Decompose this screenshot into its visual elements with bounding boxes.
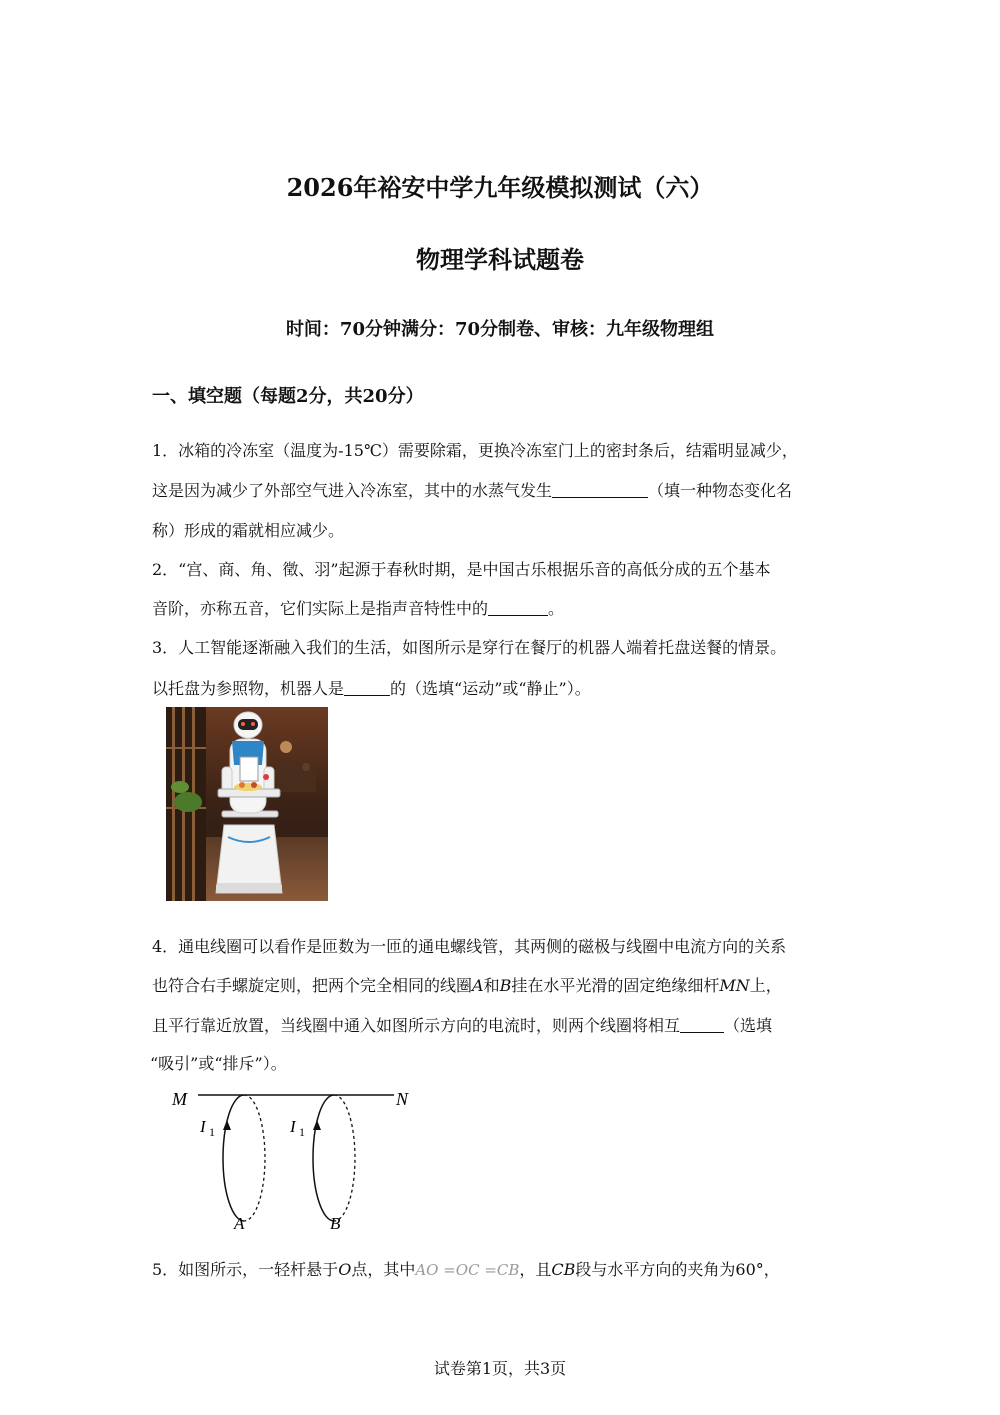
q4-line2-text-d: 上， [749, 976, 782, 995]
q2-line1: 2．“宫、商、角、徵、羽”起源于春秋时期，是中国古乐根据乐音的高低分成的五个基本 [152, 560, 771, 579]
current-arrow-a [223, 1120, 231, 1130]
section-heading: 一、填空题（每题2分，共20分） [152, 386, 424, 407]
label-m: M [172, 1089, 187, 1109]
q2-line2-text-a: 音阶，亦称五音，它们实际上是指声音特性中的 [152, 599, 489, 618]
robot-waiter-photo [166, 707, 328, 901]
current-subscript-b: 1 [299, 1125, 305, 1139]
exam-meta: 时间：70分钟满分：70分制卷、审核：九年级物理组 [285, 319, 715, 340]
q4-line1: 4．通电线圈可以看作是匝数为一匝的通电螺线管，其两侧的磁极与线圈中电流方向的关系 [152, 937, 787, 956]
page-footer: 试卷第1页，共3页 [433, 1359, 567, 1378]
q4-line2-text-c: 挂在水平光滑的固定绝缘细杆 [511, 976, 720, 995]
q4-line2 [152, 973, 782, 996]
q4-line2-text-b: 和 [483, 976, 500, 995]
current-subscript-a: 1 [209, 1125, 215, 1139]
q3-line2-text-b: 的（选填“运动”或“静止”）。 [390, 679, 591, 698]
coil-b-label: B [499, 976, 512, 995]
q3-answer-blank[interactable] [344, 679, 390, 696]
segment-cb-label: CB [551, 1260, 576, 1279]
coil-diagram [166, 1082, 426, 1242]
coil-a-back [244, 1095, 265, 1221]
q4-answer-blank[interactable] [680, 1016, 724, 1033]
q3-line1: 3．人工智能逐渐融入我们的生活，如图所示是穿行在餐厅的机器人端着托盘送餐的情景。 [152, 638, 787, 657]
q5-line1 [152, 1257, 780, 1280]
q2-line2-text-b: 。 [548, 599, 565, 618]
q4-line3-text-a: 且平行靠近放置，当线圈中通入如图所示方向的电流时，则两个线圈将相互 [152, 1016, 681, 1035]
q2-line2 [152, 596, 564, 619]
q3-line2 [152, 676, 591, 699]
coil-a-label: A [472, 976, 484, 995]
q1-line2-text-b: （填一种物态变化名 [648, 481, 793, 500]
coil-b-front [313, 1095, 334, 1221]
q3-line2-text-a: 以托盘为参照物，机器人是 [152, 679, 345, 698]
current-arrow-b [313, 1120, 321, 1130]
rod-mn-label: MN [719, 976, 750, 995]
q5-text-b: 点，其中 [351, 1260, 416, 1279]
label-n: N [396, 1089, 409, 1109]
q5-text-d: 段与水平方向的夹角为60°， [575, 1260, 780, 1279]
label-a: A [234, 1214, 245, 1233]
q1-answer-blank[interactable] [552, 481, 648, 498]
q2-answer-blank[interactable] [488, 599, 548, 616]
point-o-label: O [338, 1260, 352, 1279]
label-b: B [330, 1214, 341, 1233]
q4-line3 [152, 1013, 772, 1036]
q5-text-a: 5．如图所示，一轻杆悬于 [152, 1260, 339, 1279]
q1-line2 [152, 478, 792, 501]
q5-equation: AO =OC =CB [415, 1261, 520, 1279]
coil-a-front [223, 1095, 244, 1221]
q1-line2-text-a: 这是因为减少了外部空气进入冷冻室，其中的水蒸气发生 [152, 481, 553, 500]
q1-line1: 1．冰箱的冷冻室（温度为-15℃）需要除霜，更换冷冻室门上的密封条后，结霜明显减少， [152, 441, 798, 460]
q4-line4: “吸引”或“排斥”）。 [150, 1054, 287, 1073]
current-label-a: I [200, 1117, 206, 1136]
exam-subtitle: 物理学科试题卷 [416, 245, 584, 274]
q4-line2-text-a: 也符合右手螺旋定则，把两个完全相同的线圈 [152, 976, 473, 995]
coil-b-back [334, 1095, 355, 1221]
q1-line3: 称）形成的霜就相应减少。 [152, 521, 345, 540]
q5-text-c: ，且 [519, 1260, 552, 1279]
exam-title: 2026年裕安中学九年级模拟测试（六） [286, 173, 714, 202]
q4-line3-text-b: （选填 [724, 1016, 773, 1035]
current-label-b: I [290, 1117, 296, 1136]
